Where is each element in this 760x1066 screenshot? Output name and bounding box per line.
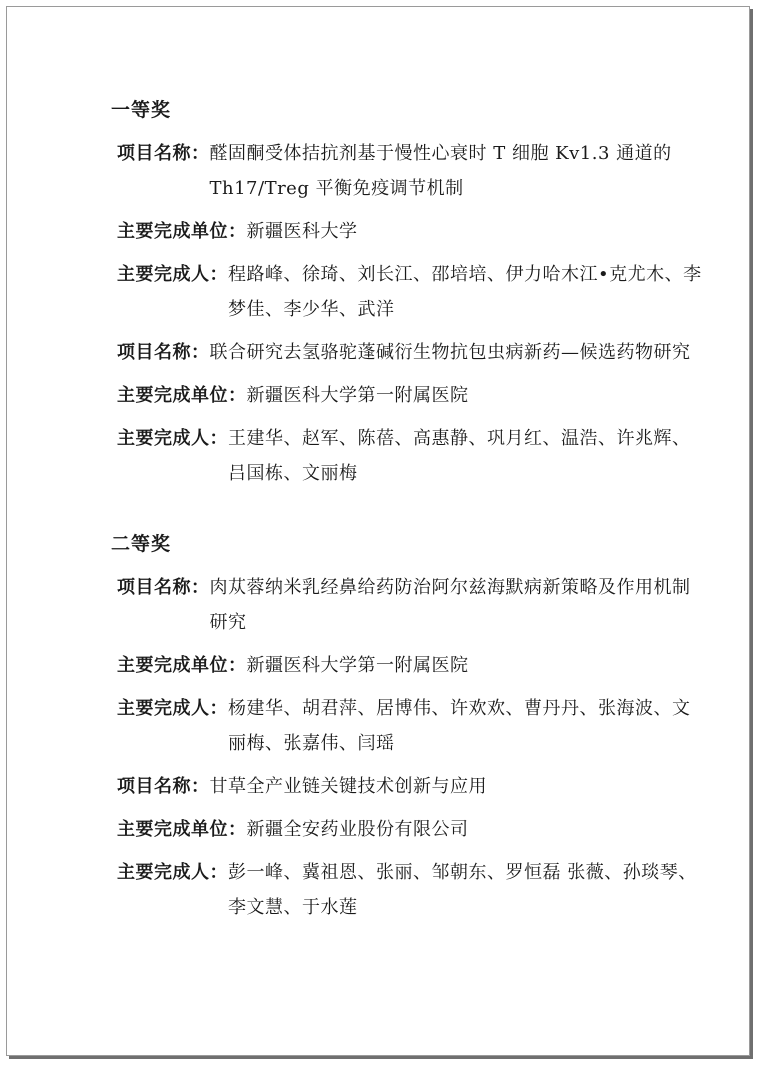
people-label: 主要完成人：	[117, 698, 228, 719]
award-title-second: 二等奖	[111, 533, 172, 555]
award-title-first: 一等奖	[111, 99, 172, 121]
unit-label: 主要完成单位：	[117, 655, 247, 676]
people-label: 主要完成人：	[117, 428, 228, 449]
unit-label: 主要完成单位：	[117, 819, 247, 840]
unit-name: 新疆医科大学第一附属医院	[246, 385, 469, 406]
project-name-row	[117, 769, 707, 804]
project-name: 联合研究去氢骆驼蓬碱衍生物抗包虫病新药—候选药物研究	[209, 342, 691, 363]
unit-label: 主要完成单位：	[117, 221, 247, 242]
project-name-row	[117, 570, 707, 640]
project-entry	[107, 136, 707, 327]
project-name-row	[117, 335, 707, 370]
unit-row	[117, 378, 707, 413]
project-name: 醛固酮受体拮抗剂基于慢性心衰时 T 细胞 Kv1.3 通道的 Th17/Treg 平衡免疫调节机制	[209, 143, 672, 199]
people-row	[117, 421, 707, 491]
people-list: 彭一峰、冀祖恩、张丽、邹朝东、罗恒磊 张薇、孙琰琴、李文慧、于水莲	[228, 862, 697, 918]
project-name: 肉苁蓉纳米乳经鼻给药防治阿尔兹海默病新策略及作用机制研究	[209, 577, 691, 633]
project-entry	[107, 769, 707, 925]
people-row	[117, 257, 707, 327]
unit-row	[117, 812, 707, 847]
project-name-label: 项目名称：	[117, 342, 210, 363]
project-entry	[107, 570, 707, 761]
unit-name: 新疆全安药业股份有限公司	[246, 819, 469, 840]
document-page	[6, 6, 750, 1056]
people-label: 主要完成人：	[117, 264, 228, 285]
unit-row	[117, 648, 707, 683]
project-name-label: 项目名称：	[117, 577, 210, 598]
people-row	[117, 855, 707, 925]
unit-row	[117, 214, 707, 249]
project-entry	[107, 335, 707, 491]
project-name-label: 项目名称：	[117, 776, 210, 797]
unit-name: 新疆医科大学	[246, 221, 358, 242]
project-name-row	[117, 136, 707, 206]
project-name: 甘草全产业链关键技术创新与应用	[209, 776, 487, 797]
people-row	[117, 691, 707, 761]
people-label: 主要完成人：	[117, 862, 228, 883]
unit-label: 主要完成单位：	[117, 385, 247, 406]
project-name-label: 项目名称：	[117, 143, 210, 164]
document-content	[107, 87, 707, 933]
people-list: 杨建华、胡君萍、居博伟、许欢欢、曹丹丹、张海波、文丽梅、张嘉伟、闫瑶	[228, 698, 691, 754]
unit-name: 新疆医科大学第一附属医院	[246, 655, 469, 676]
people-list: 程路峰、徐琦、刘长江、邵培培、伊力哈木江•克尤木、李梦佳、李少华、武洋	[228, 264, 702, 320]
people-list: 王建华、赵军、陈蓓、高惠静、巩月红、温浩、许兆辉、吕国栋、文丽梅	[228, 428, 691, 484]
